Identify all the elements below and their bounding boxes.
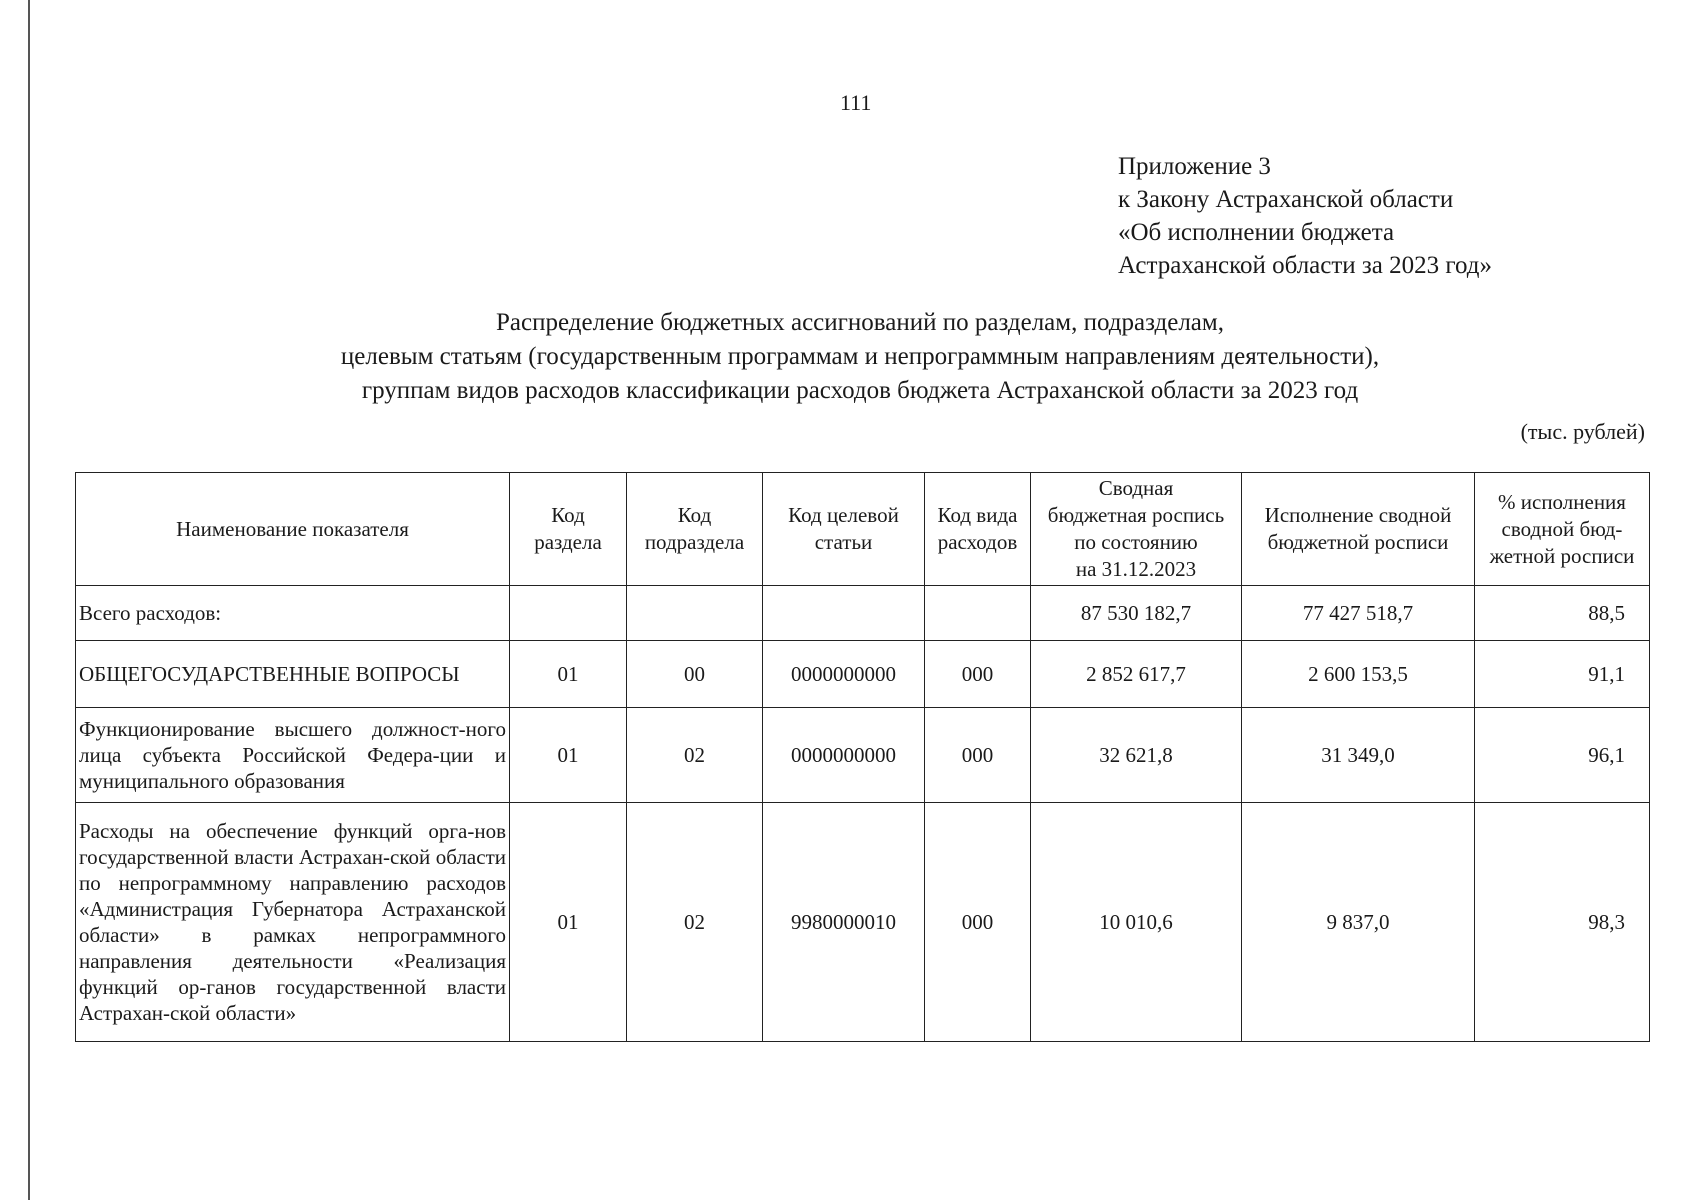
cell-target <box>763 586 925 641</box>
cell-plan: 2 852 617,7 <box>1031 641 1242 708</box>
header-name: Наименование показателя <box>76 473 510 586</box>
cell-execution: 31 349,0 <box>1242 708 1475 803</box>
header-subsection-code: Код подраздела <box>627 473 763 586</box>
cell-section: 01 <box>510 803 627 1042</box>
appendix-block <box>1118 150 1492 282</box>
cell-name: Всего расходов: <box>76 586 510 641</box>
header-percent: % исполнения сводной бюд- жетной росписи <box>1475 473 1650 586</box>
cell-expense-type <box>925 586 1031 641</box>
cell-percent: 98,3 <box>1475 803 1650 1042</box>
cell-section: 01 <box>510 708 627 803</box>
cell-subsection: 02 <box>627 803 763 1042</box>
cell-target: 9980000010 <box>763 803 925 1042</box>
cell-target: 0000000000 <box>763 708 925 803</box>
table-row-total <box>76 586 1650 641</box>
cell-percent: 96,1 <box>1475 708 1650 803</box>
cell-subsection: 00 <box>627 641 763 708</box>
cell-execution: 77 427 518,7 <box>1242 586 1475 641</box>
cell-execution: 2 600 153,5 <box>1242 641 1475 708</box>
header-section-code: Код раздела <box>510 473 627 586</box>
header-target-code: Код целевой статьи <box>763 473 925 586</box>
table-row <box>76 708 1650 803</box>
title-line-3: группам видов расходов классификации расходов бюджета Астраханской области за 2023 год <box>361 377 1359 404</box>
title-line-1: Распределение бюджетных ассигнований по разделам, подразделам, <box>496 309 1224 336</box>
cell-expense-type: 000 <box>925 803 1031 1042</box>
page-number: 111 <box>840 90 872 115</box>
cell-percent: 88,5 <box>1475 586 1650 641</box>
header-execution: Исполнение сводной бюджетной росписи <box>1242 473 1475 586</box>
cell-percent: 91,1 <box>1475 641 1650 708</box>
cell-plan: 87 530 182,7 <box>1031 586 1242 641</box>
cell-section <box>510 586 627 641</box>
cell-subsection <box>627 586 763 641</box>
cell-expense-type: 000 <box>925 641 1031 708</box>
table-row <box>76 641 1650 708</box>
cell-target: 0000000000 <box>763 641 925 708</box>
header-expense-type-code: Код вида расходов <box>925 473 1031 586</box>
appendix-line-4: Астраханской области за 2023 год» <box>1118 252 1493 279</box>
title-line-2: целевым статьям (государственным программам и непрограммным направлениям деятельности), <box>340 343 1380 370</box>
cell-name: ОБЩЕГОСУДАРСТВЕННЫЕ ВОПРОСЫ <box>76 641 510 708</box>
cell-execution: 9 837,0 <box>1242 803 1475 1042</box>
table-header-row <box>76 473 1650 586</box>
cell-name: Расходы на обеспечение функций орга-нов государственной власти Астрахан-ской области по непрограммному направлению расходов «Администрация Губернатора Астраханской области» в рамках непрограммного направления деятельности «Реализация функций ор-ганов государственной власти Астрахан-ской области» <box>76 803 510 1042</box>
cell-name: Функционирование высшего должност-ного лица субъекта Российской Федера-ции и муниципального образования <box>76 708 510 803</box>
cell-plan: 10 010,6 <box>1031 803 1242 1042</box>
budget-table <box>75 472 1650 1042</box>
document-title <box>160 306 1560 408</box>
page-binding-line <box>28 0 30 1200</box>
cell-plan: 32 621,8 <box>1031 708 1242 803</box>
cell-section: 01 <box>510 641 627 708</box>
table-row <box>76 803 1650 1042</box>
appendix-line-2: к Закону Астраханской области <box>1118 186 1454 213</box>
units-label: (тыс. рублей) <box>1520 419 1645 444</box>
appendix-line-3: «Об исполнении бюджета <box>1118 219 1395 246</box>
cell-expense-type: 000 <box>925 708 1031 803</box>
cell-subsection: 02 <box>627 708 763 803</box>
appendix-line-1: Приложение 3 <box>1118 153 1271 180</box>
header-budget-plan: Сводная бюджетная роспись по состоянию на 31.12.2023 <box>1031 473 1242 586</box>
